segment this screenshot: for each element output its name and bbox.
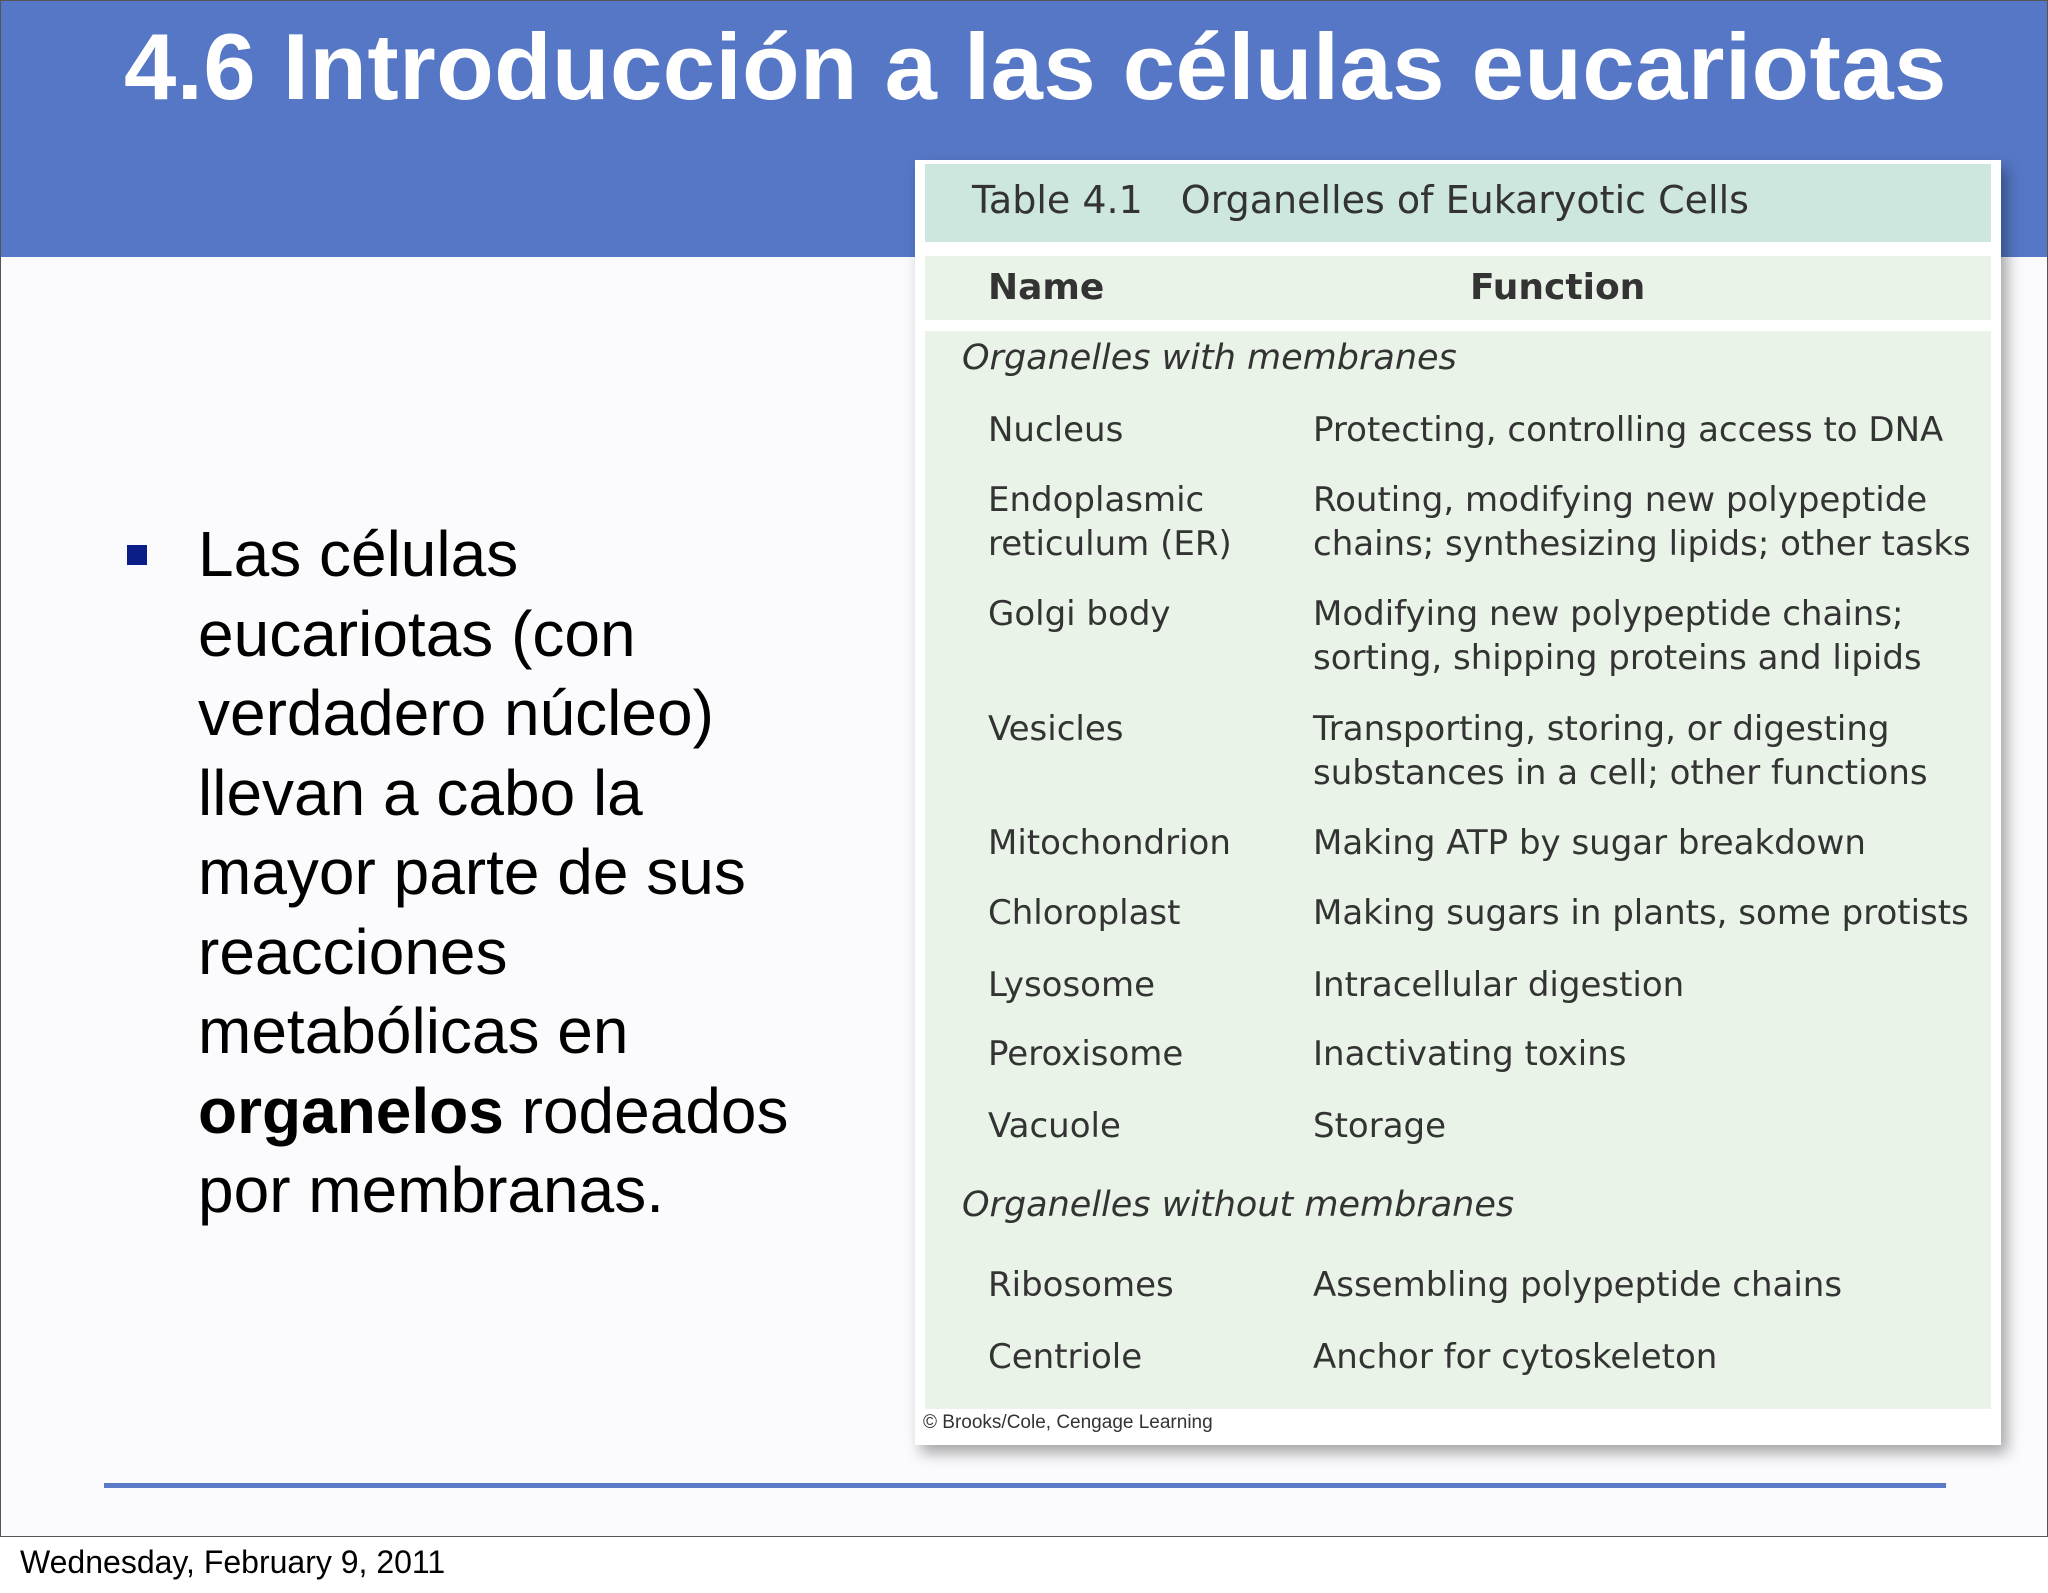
table-label: Table 4.1 bbox=[972, 178, 1143, 222]
organelle-function: substances in a cell; other functions bbox=[1313, 753, 1928, 793]
bullet-square-icon bbox=[127, 545, 147, 565]
bullet-line: eucariotas (con bbox=[198, 597, 636, 670]
organelle-function: Modifying new polypeptide chains; bbox=[1313, 594, 1904, 634]
organelle-function: Anchor for cytoskeleton bbox=[1313, 1337, 1718, 1377]
organelle-name: reticulum (ER) bbox=[988, 524, 1232, 564]
organelle-name: Lysosome bbox=[988, 965, 1156, 1005]
bullet-line: Las células bbox=[198, 518, 519, 590]
section-with-membranes bbox=[925, 331, 1991, 1325]
table-column-header bbox=[925, 256, 1991, 320]
organelle-name: Vacuole bbox=[988, 1106, 1121, 1146]
organelle-name: Vesicles bbox=[988, 709, 1124, 749]
section-title: Organelles with membranes bbox=[962, 338, 1457, 378]
section-without-membranes bbox=[925, 1177, 1991, 1409]
organelle-function: Storage bbox=[1313, 1106, 1447, 1146]
table-title bbox=[972, 164, 1749, 242]
organelle-function: sorting, shipping proteins and lipids bbox=[1313, 638, 1922, 678]
bullet-line bbox=[198, 1072, 898, 1152]
organelle-name: Ribosomes bbox=[988, 1265, 1174, 1305]
bullet-line: por membranas. bbox=[198, 1154, 664, 1226]
organelle-name: Nucleus bbox=[988, 410, 1124, 450]
footer-rule bbox=[104, 1483, 1946, 1488]
organelle-function: Transporting, storing, or digesting bbox=[1313, 709, 1890, 749]
bullet-after-bold: rodeados bbox=[503, 1074, 789, 1147]
column-header-function: Function bbox=[1470, 267, 1646, 308]
bullet-line: llevan a cabo la bbox=[198, 756, 643, 829]
table-caption: Organelles of Eukaryotic Cells bbox=[1180, 178, 1749, 222]
bullet-line: metabólicas en bbox=[198, 995, 629, 1067]
bullet-line: mayor parte de sus bbox=[198, 836, 746, 908]
bullet-bold-word: organelos bbox=[198, 1074, 504, 1147]
organelle-function: Intracellular digestion bbox=[1313, 965, 1685, 1005]
organelle-name: Peroxisome bbox=[988, 1034, 1184, 1074]
organelle-name: Centriole bbox=[988, 1337, 1143, 1377]
organelle-function: Inactivating toxins bbox=[1313, 1034, 1627, 1074]
section-title: Organelles without membranes bbox=[962, 1185, 1515, 1225]
bullet-text bbox=[198, 515, 898, 1231]
organelle-name: Mitochondrion bbox=[988, 823, 1231, 863]
organelle-function: Making ATP by sugar breakdown bbox=[1313, 823, 1866, 863]
organelle-function: Routing, modifying new polypeptide bbox=[1313, 480, 1928, 520]
table-credit: © Brooks/Cole, Cengage Learning bbox=[923, 1412, 1213, 1433]
organelle-name: Endoplasmic bbox=[988, 480, 1205, 520]
organelle-function: Making sugars in plants, some protists bbox=[1313, 893, 1969, 933]
organelle-function: Assembling polypeptide chains bbox=[1313, 1265, 1843, 1305]
bullet-line: reacciones bbox=[198, 915, 508, 988]
column-header-name: Name bbox=[988, 267, 1105, 308]
organelle-name: Golgi body bbox=[988, 594, 1171, 634]
bullet-line: verdadero núcleo) bbox=[198, 677, 714, 749]
organelle-function: chains; synthesizing lipids; other tasks bbox=[1313, 524, 1971, 564]
table-title-bar bbox=[925, 164, 1991, 242]
slide-title: 4.6 Introducción a las células eucariotas bbox=[124, 14, 1947, 119]
footer-date: Wednesday, February 9, 2011 bbox=[20, 1544, 446, 1580]
organelle-function: Protecting, controlling access to DNA bbox=[1313, 410, 1944, 450]
organelle-name: Chloroplast bbox=[988, 893, 1181, 933]
organelles-table bbox=[915, 160, 2001, 1445]
